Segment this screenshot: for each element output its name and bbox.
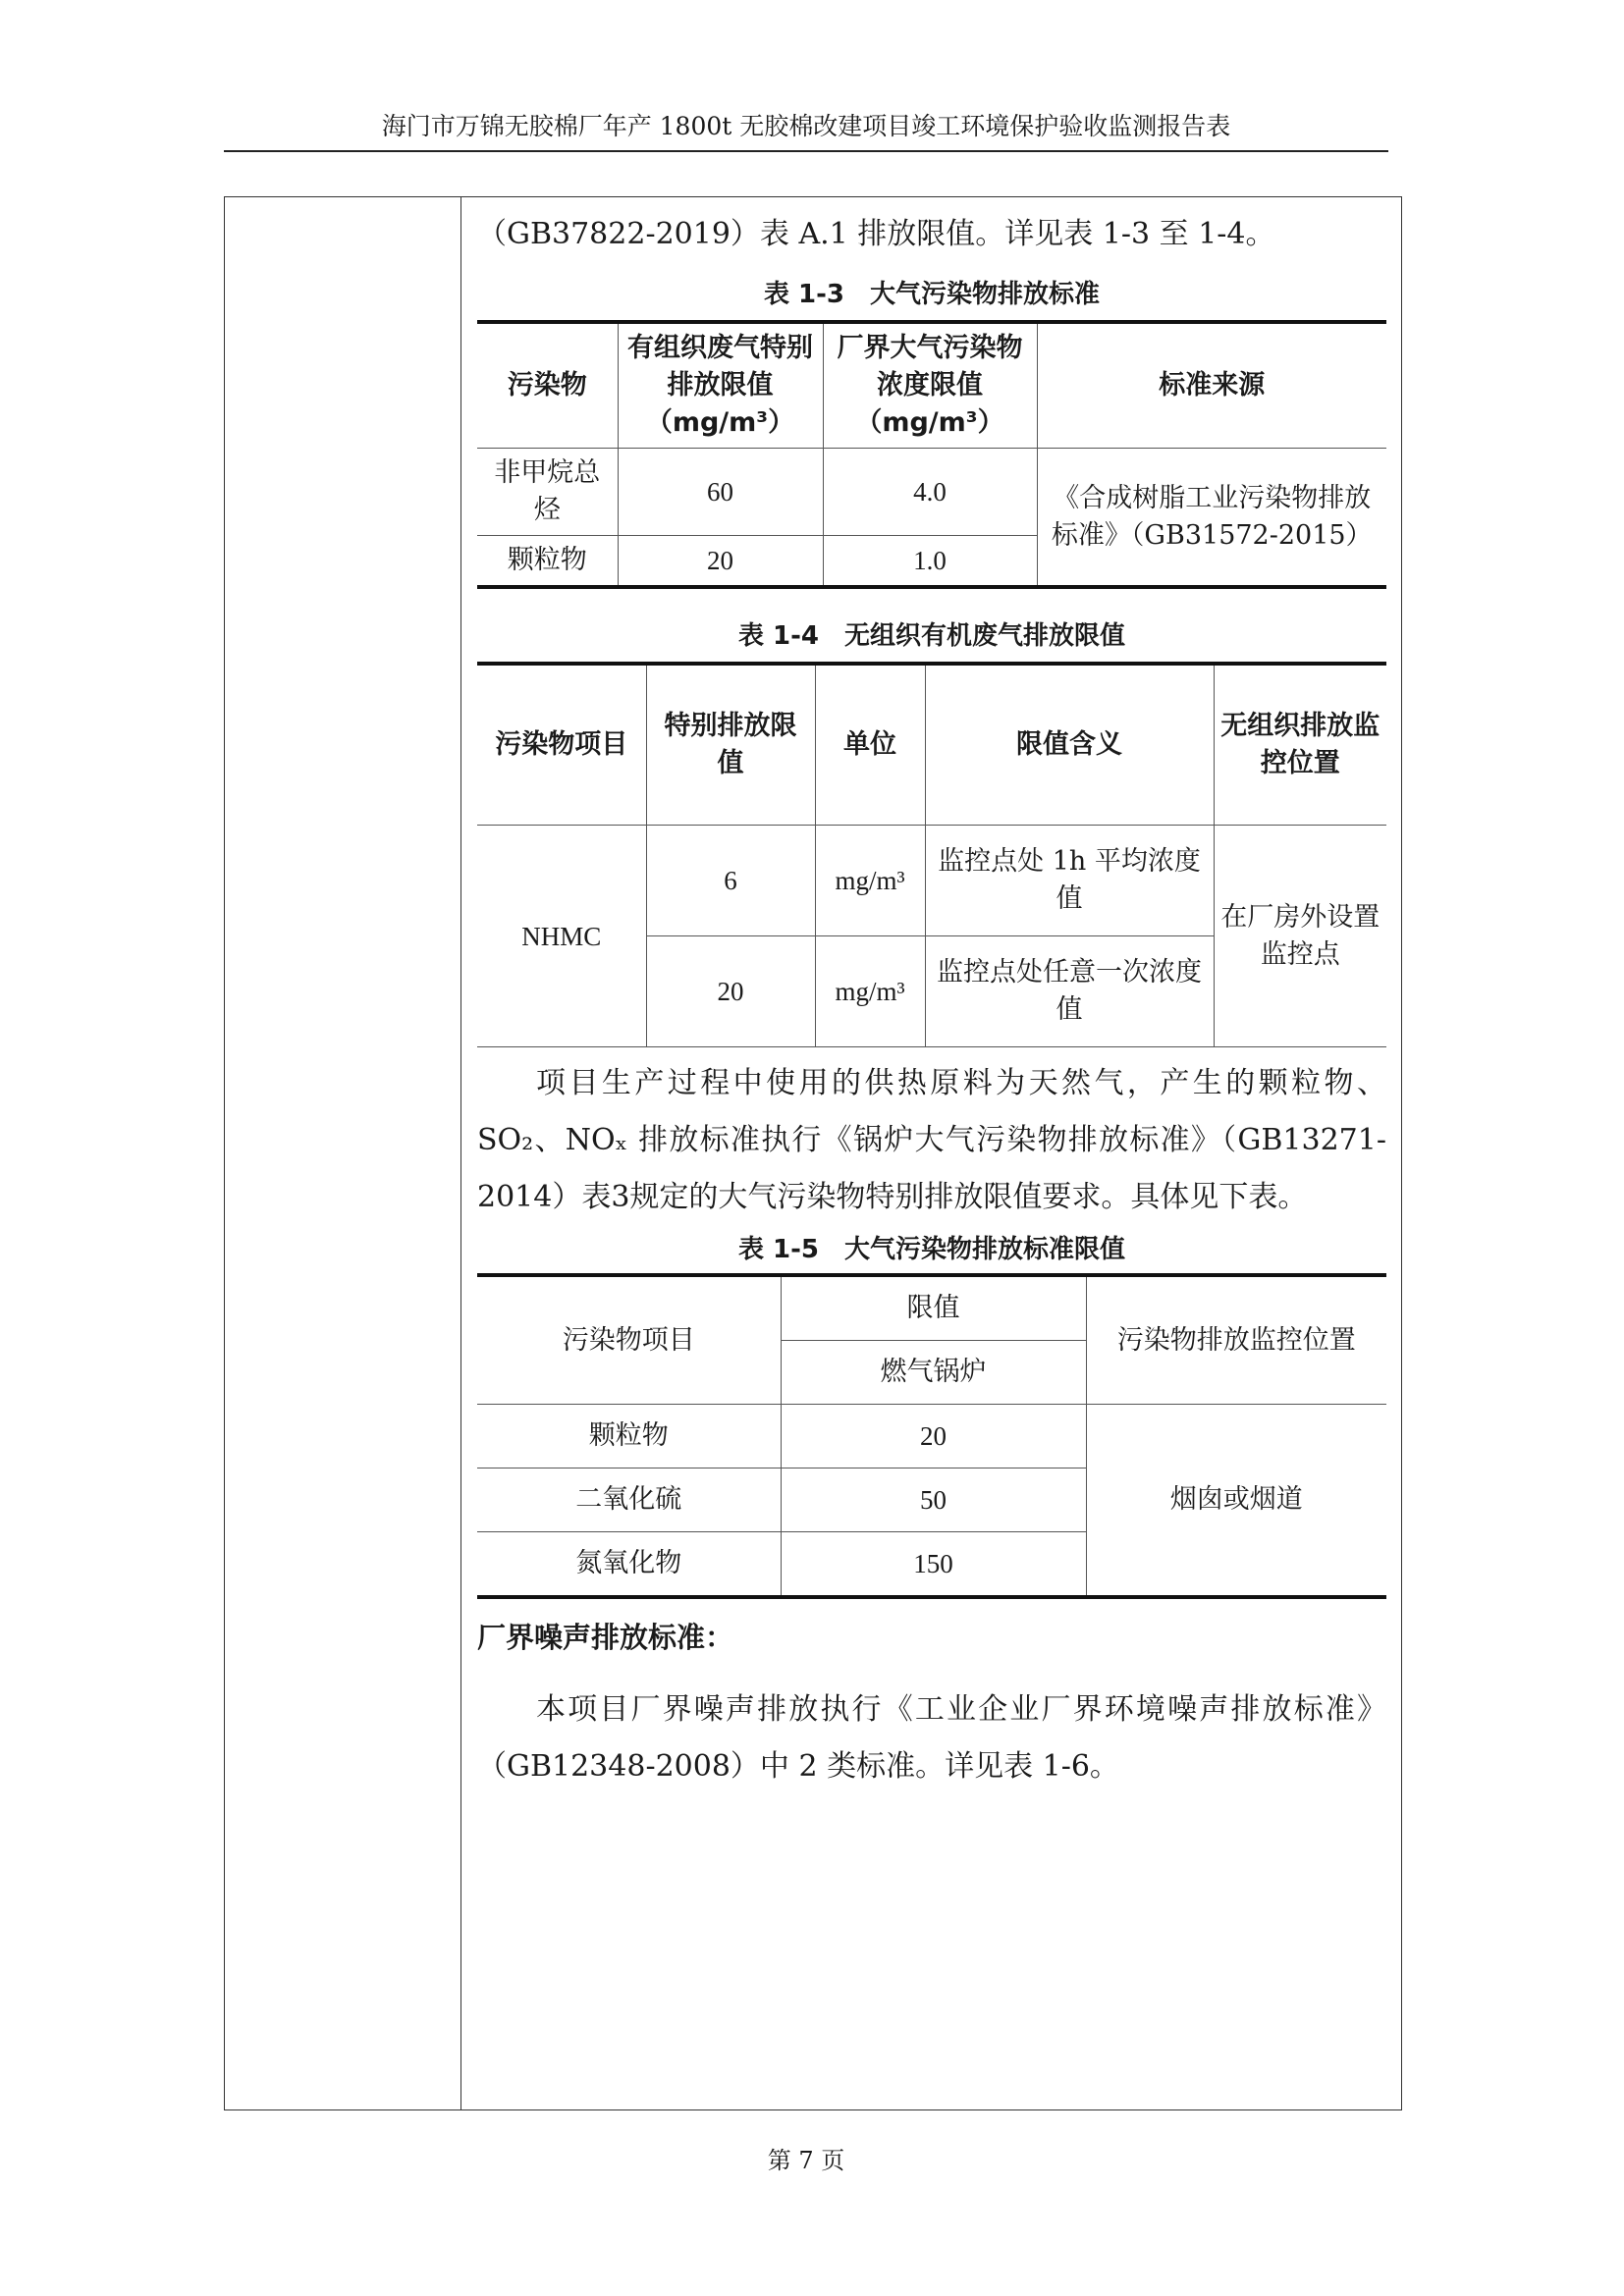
page-number: 第 7 页 [767, 2147, 845, 2174]
t14-header-unit: 单位 [815, 664, 925, 826]
t14-row2-unit: mg/m³ [815, 936, 925, 1047]
frame-divider [460, 196, 461, 2110]
table-1-4-caption: 表 1-4 无组织有机废气排放限值 [737, 621, 1126, 651]
t14-row1-meaning: 监控点处 1h 平均浓度值 [925, 826, 1214, 936]
header-rule [224, 150, 1388, 152]
t14-header-limit: 特别排放限值 [646, 664, 815, 826]
t14-pollutant: NHMC [477, 826, 646, 1047]
table-1-5-header-row [477, 1275, 1386, 1341]
table-1-3 [477, 320, 1386, 589]
table-row [477, 826, 1386, 936]
t13-row2-organized: 20 [618, 536, 823, 588]
t15-header-item: 污染物项目 [477, 1275, 781, 1405]
table-1-4 [477, 662, 1386, 1047]
t15-header-limit: 限值 [781, 1275, 1086, 1341]
t13-header-source: 标准来源 [1037, 322, 1386, 449]
t14-row1-limit: 6 [646, 826, 815, 936]
t15-row2-item: 二氧化硫 [477, 1468, 781, 1532]
t14-header-location: 无组织排放监控位置 [1214, 664, 1386, 826]
table-1-3-caption: 表 1-3 大气污染物排放标准 [763, 280, 1101, 309]
table-1-3-header-row [477, 322, 1386, 449]
content-column [477, 196, 1386, 1795]
t14-row1-unit: mg/m³ [815, 826, 925, 936]
t13-header-boundary: 厂界大气污染物浓度限值（mg/m³） [823, 322, 1037, 449]
t14-row2-limit: 20 [646, 936, 815, 1047]
noise-standard-title: 厂界噪声排放标准： [477, 1621, 734, 1654]
t13-header-organized: 有组织废气特别排放限值（mg/m³） [618, 322, 823, 449]
noise-paragraph: 本项目厂界噪声排放执行《工业企业厂界环境噪声排放标准》（GB12348-2008）中 2 类标准。详见表 1-6。 [477, 1692, 1386, 1784]
t13-source: 《合成树脂工业污染物排放标准》（GB31572-2015） [1037, 449, 1386, 588]
t15-row2-value: 50 [781, 1468, 1086, 1532]
t15-header-sub: 燃气锅炉 [781, 1341, 1086, 1405]
t13-row2-boundary: 1.0 [823, 536, 1037, 588]
t15-row1-value: 20 [781, 1405, 1086, 1468]
t13-row1-pollutant: 非甲烷总烃 [477, 449, 618, 536]
t14-location: 在厂房外设置监控点 [1214, 826, 1386, 1047]
t15-row3-item: 氮氧化物 [477, 1532, 781, 1598]
t15-row1-item: 颗粒物 [477, 1405, 781, 1468]
table-row [477, 449, 1386, 536]
table-1-5 [477, 1273, 1386, 1599]
t14-header-meaning: 限值含义 [925, 664, 1214, 826]
t15-location: 烟囱或烟道 [1086, 1405, 1386, 1598]
t15-row3-value: 150 [781, 1532, 1086, 1598]
running-header: 海门市万锦无胶棉厂年产 1800t 无胶棉改建项目竣工环境保护验收监测报告表 [381, 112, 1231, 140]
t14-row2-meaning: 监控点处任意一次浓度值 [925, 936, 1214, 1047]
table-row [477, 1405, 1386, 1468]
t15-header-location: 污染物排放监控位置 [1086, 1275, 1386, 1405]
table-1-4-header-row [477, 664, 1386, 826]
t13-row2-pollutant: 颗粒物 [477, 536, 618, 588]
t14-header-item: 污染物项目 [477, 664, 646, 826]
t13-header-pollutant: 污染物 [477, 322, 618, 449]
table-1-5-caption: 表 1-5 大气污染物排放标准限值 [737, 1235, 1126, 1264]
t13-row1-boundary: 4.0 [823, 449, 1037, 536]
boiler-paragraph: 项目生产过程中使用的供热原料为天然气，产生的颗粒物、SO₂、NOₓ 排放标准执行《锅炉大气污染物排放标准》（GB13271-2014）表3规定的大气污染物特别排放限值要求。具体见下表。 [477, 1066, 1386, 1214]
intro-paragraph: （GB37822-2019）表 A.1 排放限值。详见表 1-3 至 1-4。 [477, 217, 1275, 251]
t13-row1-organized: 60 [618, 449, 823, 536]
